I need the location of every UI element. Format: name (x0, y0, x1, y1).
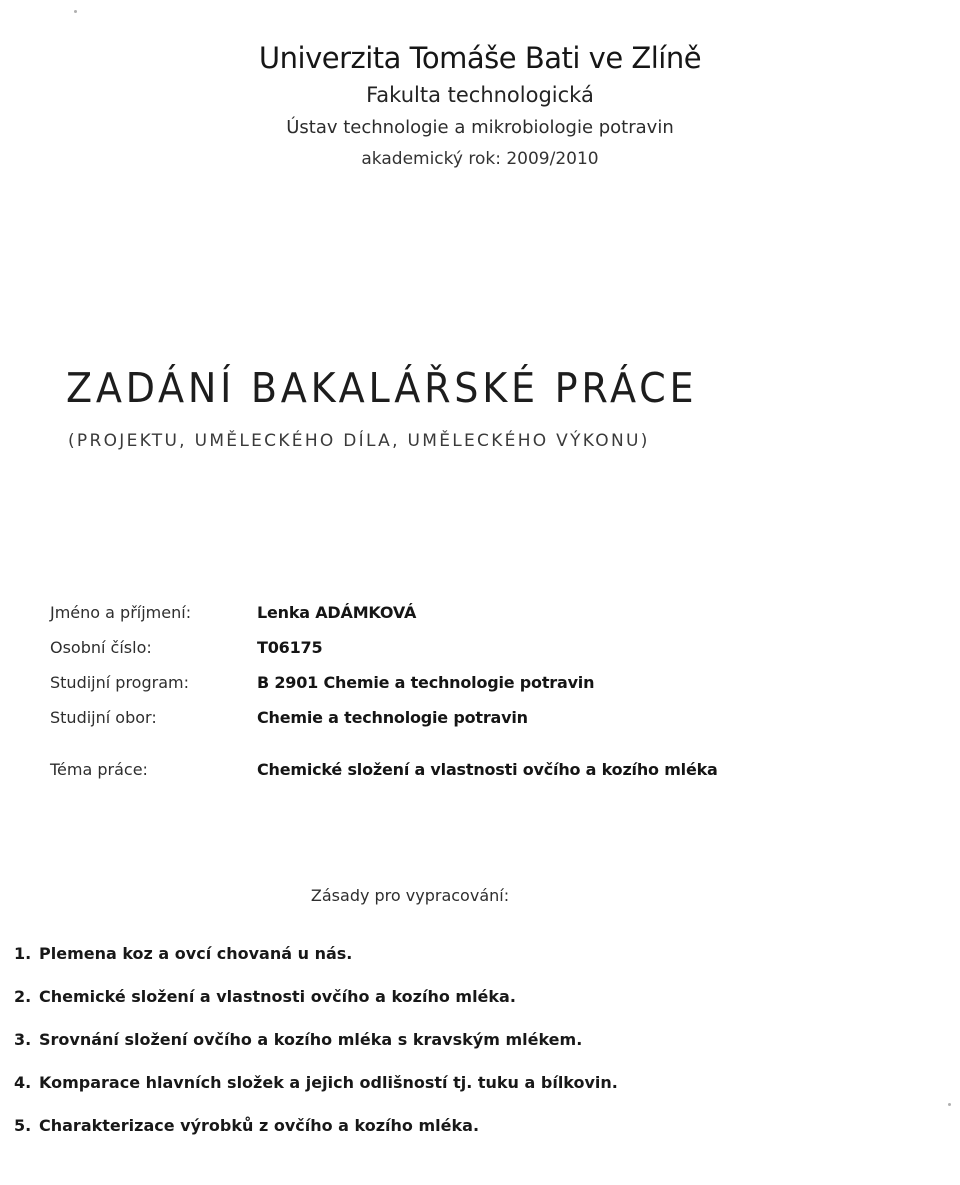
list-item-number: 1. (14, 944, 32, 963)
info-row-study-program (50, 673, 810, 708)
list-item-text: Komparace hlavních složek a jejich odlišností tj. tuku a bílkovin. (39, 1073, 618, 1092)
thesis-topic (50, 760, 850, 795)
list-item-number: 4. (14, 1073, 32, 1092)
list-item-number: 2. (14, 987, 32, 1006)
info-row-topic (50, 760, 850, 795)
topic-label: Téma práce: (50, 760, 148, 779)
document-subtitle: (PROJEKTU, UMĚLECKÉHO DÍLA, UMĚLECKÉHO VÝKONU) (68, 431, 650, 451)
scan-speck (74, 10, 77, 13)
list-item-number: 5. (14, 1116, 32, 1135)
info-row-name (50, 603, 810, 638)
personal-number-value: T06175 (257, 638, 323, 657)
personal-number-label: Osobní číslo: (50, 638, 152, 657)
list-item-number: 3. (14, 1030, 32, 1049)
list-item-text: Plemena koz a ovcí chovaná u nás. (39, 944, 353, 963)
document-title: ZADÁNÍ BAKALÁŘSKÉ PRÁCE (66, 364, 698, 412)
list-item (14, 1116, 774, 1159)
academic-year: akademický rok: 2009/2010 (361, 149, 599, 169)
study-field-label: Studijní obor: (50, 708, 157, 727)
header (150, 38, 810, 174)
scan-speck (948, 1103, 951, 1106)
principles-heading: Zásady pro vypracování: (310, 886, 510, 905)
info-row-study-field (50, 708, 810, 743)
list-item-text: Chemické složení a vlastnosti ovčího a kozího mléka. (39, 987, 516, 1006)
name-label: Jméno a příjmení: (50, 603, 192, 622)
list-item (14, 1073, 774, 1116)
list-item (14, 987, 774, 1030)
faculty-name: Fakulta technologická (366, 83, 594, 107)
study-field-value: Chemie a technologie potravin (257, 708, 528, 727)
institute-name: Ústav technologie a mikrobiologie potravin (286, 117, 674, 138)
list-item (14, 944, 774, 987)
name-value: Lenka ADÁMKOVÁ (257, 603, 417, 622)
university-name: Univerzita Tomáše Bati ve Zlíně (258, 41, 702, 75)
list-item (14, 1030, 774, 1073)
list-item-text: Charakterizace výrobků z ovčího a kozího mléka. (39, 1116, 480, 1135)
study-program-label: Studijní program: (50, 673, 189, 692)
study-program-value: B 2901 Chemie a technologie potravin (257, 673, 595, 692)
student-info (50, 603, 810, 743)
info-row-personal-number (50, 638, 810, 673)
list-item-text: Srovnání složení ovčího a kozího mléka s kravským mlékem. (39, 1030, 583, 1049)
principles-list (14, 944, 774, 1159)
topic-value: Chemické složení a vlastnosti ovčího a kozího mléka (257, 760, 718, 779)
